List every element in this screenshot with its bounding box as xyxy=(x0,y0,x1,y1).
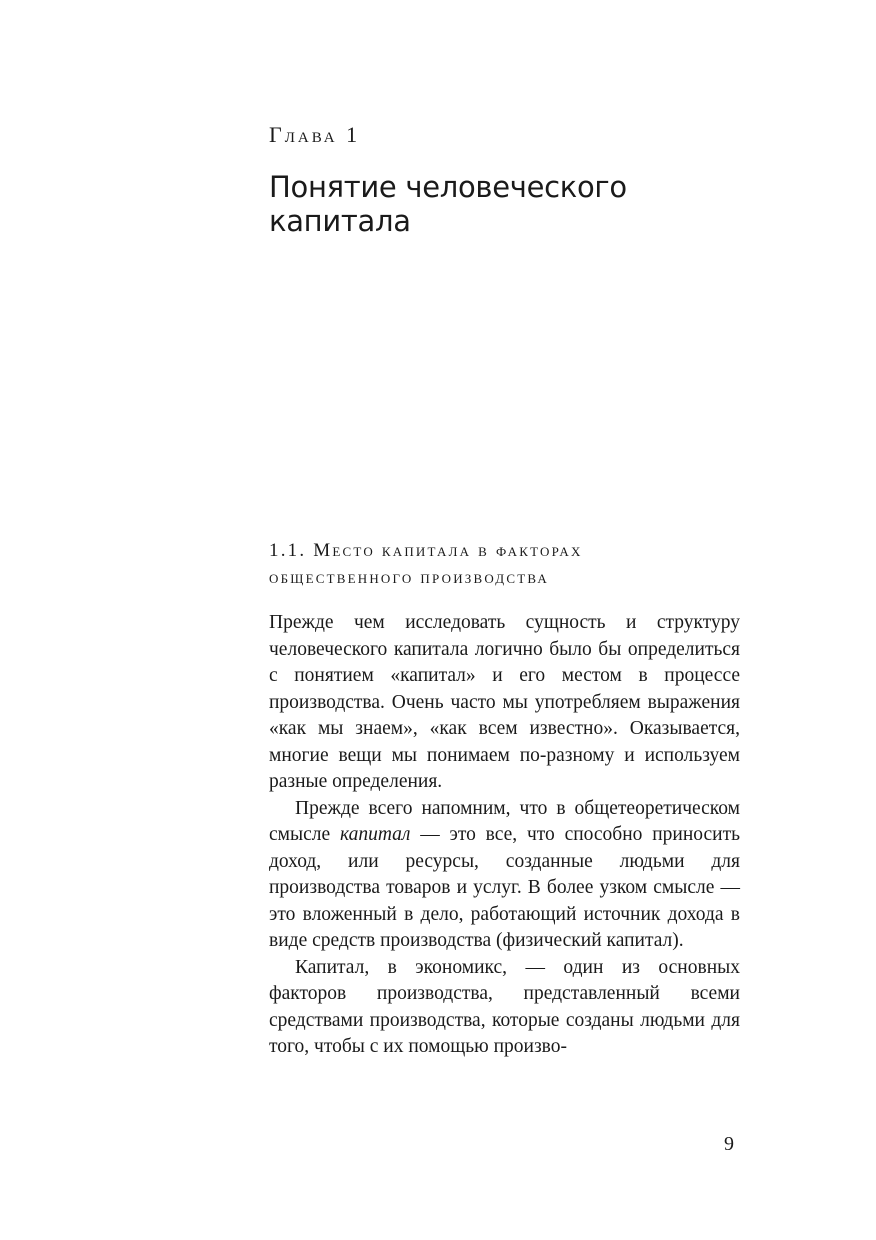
paragraph-2-end: — это все, что способно приносить доход, или ресурсы, созданные людьми для производства товаров и услуг. В более узком смысле — это вложенный в дело, работающий источник дохода в виде средств производства (физический капитал). xyxy=(269,824,741,951)
paragraph-1: Прежде чем исследовать сущность и структуру человеческого капитала логично было бы определиться с понятием «капитал» и его местом в процессе производства. Очень часто мы употребляем выражения «как мы знаем», «как всем известно». Оказывается, многие вещи мы понимаем по-разному и используем разные определения. xyxy=(269,612,740,792)
chapter-title xyxy=(269,170,739,238)
paragraph-3: Капитал, в экономикс, — один из основных факторов производства, представленный всеми средствами производства, которые созданы людьми для того, чтобы с их помощью произво- xyxy=(269,956,740,1057)
paragraph-2-italic-term: капитал xyxy=(339,824,411,845)
paragraph-2 xyxy=(269,796,740,955)
page-number: 9 xyxy=(724,1133,734,1155)
section-title-line2: общественного производства xyxy=(269,567,550,588)
section-title xyxy=(269,537,749,591)
body-text xyxy=(269,610,740,1061)
paragraph-2-start: Прежде всего напомним, что в общетеоретическом смысле xyxy=(269,797,740,845)
chapter-label: Глава 1 xyxy=(269,122,361,147)
chapter-title-line2: капитала xyxy=(269,204,411,238)
chapter-title-line1: Понятие человеческого xyxy=(269,170,627,204)
section-title-line1: 1.1. Место капитала в факторах xyxy=(269,540,583,561)
